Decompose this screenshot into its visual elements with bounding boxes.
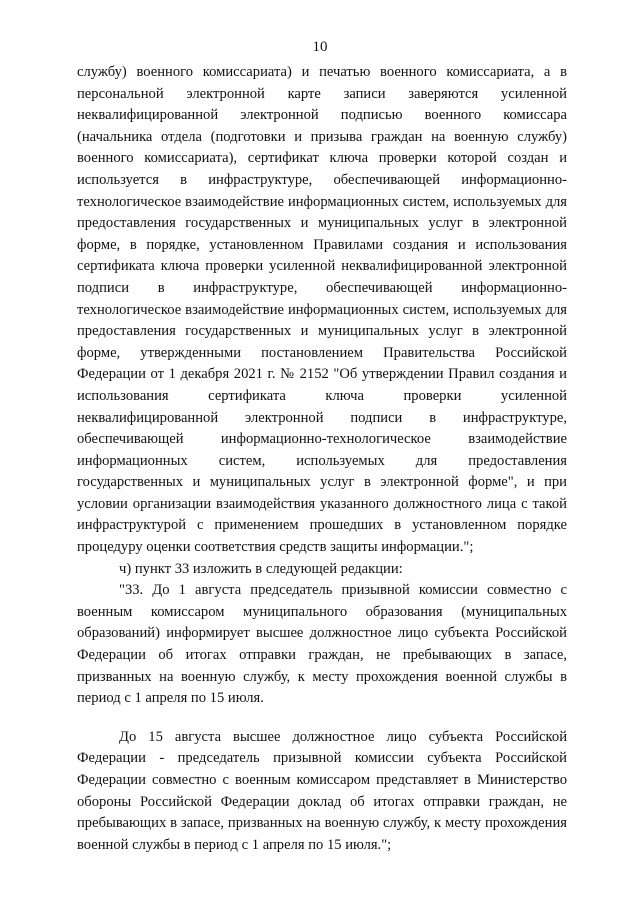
page-number: 10: [312, 39, 328, 55]
paragraph-point-33: "33. До 1 августа председатель призывной комиссии совместно с военным комиссаром муниципального образования (муниципальных образований) информирует высшее должностное лицо субъекта Российской Федерации об итогах отправки граждан, не пребывающих в запасе, призванных на военную службу, к месту прохождения военной службы в период с 1 апреля по 15 июля.: [77, 582, 567, 707]
paragraph-august-15: До 15 августа высшее должностное лицо субъекта Российской Федерации - председатель призывной комиссии субъекта Российской Федерации совместно с военным комиссаром представляет в Министерство обороны Российской Федерации доклад об итогах отправки граждан, не пребывающих в запасе, призванных на военную службу, к месту прохождения военной службы в период с 1 апреля по 15 июля.";: [77, 728, 567, 853]
paragraph-amendment-item: ч) пункт 33 изложить в следующей редакции:: [119, 560, 403, 577]
document-body: [77, 62, 567, 856]
paragraph-continuation: службу) военного комиссариата) и печатью военного комиссариата, а в персональной электронной карте записи заверяются усиленной неквалифицированной электронной подписью военного комиссара (начальника отдела (подготовки и призыва граждан на военную службу) военного комиссариата), сертификат ключа проверки которой создан и используется в инфраструктуре, обеспечивающей информационно-технологическое взаимодействие информационных систем, используемых для предоставления государственных и муниципальных услуг в электронной форме, в порядке, установленном Правилами создания и использования сертификата ключа проверки усиленной неквалифицированной электронной подписи в инфраструктуре, обеспечивающей информационно-технологическое взаимодействие информационных систем, используемых для предоставления государственных и муниципальных услуг в электронной форме, утвержденными постановлением Правительства Российской Федерации от 1 декабря 2021 г. № 2152 "Об утверждении Правил создания и использования сертификата ключа проверки усиленной неквалифицированной электронной подписи в инфраструктуре, обеспечивающей информационно-технологическое взаимодействие информационных систем, используемых для предоставления государственных и муниципальных услуг в электронной форме", и при условии организации взаимодействия указанного должностного лица с такой инфраструктурой с применением прошедших в установленном порядке процедуру оценки соответствия средств защиты информации.";: [77, 64, 567, 556]
